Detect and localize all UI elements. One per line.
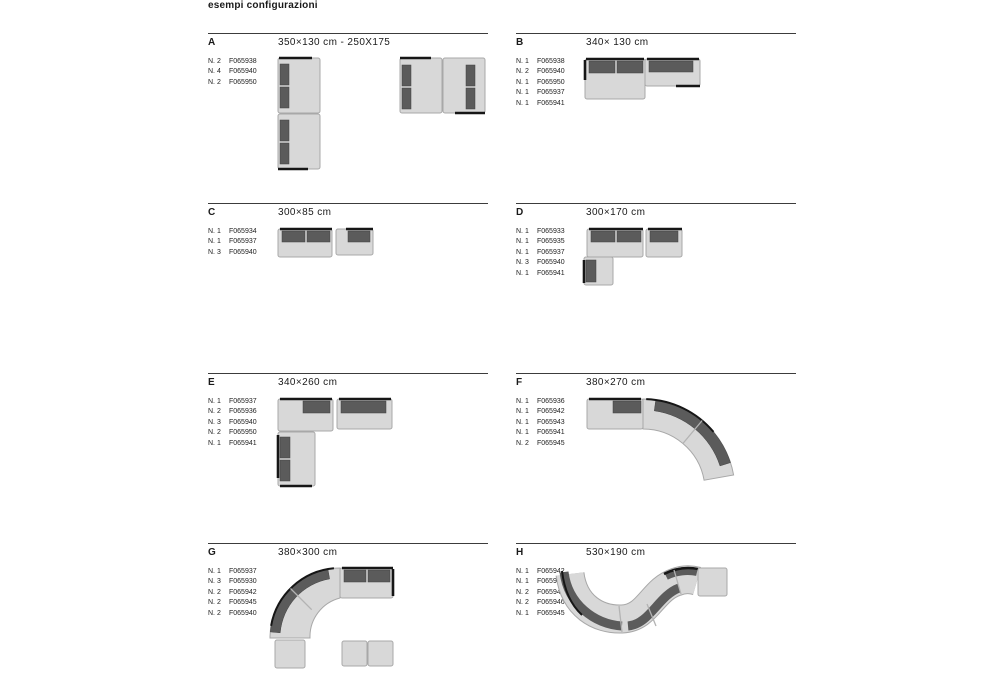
section-h-letter: H — [516, 547, 524, 558]
section-f-letter: F — [516, 377, 523, 388]
section-f-dimensions: 380×270 cm — [586, 377, 646, 388]
section-e-header — [208, 374, 488, 388]
part-code: F065940 — [229, 609, 257, 617]
sofa-configuration-b-diagram — [516, 56, 796, 174]
part-qty: N. 4 — [208, 68, 221, 76]
part-code: F065940 — [537, 259, 565, 267]
part-qty: N. 1 — [516, 578, 529, 586]
section-g-header — [208, 544, 488, 558]
part-qty: N. 3 — [208, 248, 221, 256]
part-code: F065935 — [537, 238, 565, 246]
part-code: F065946 — [537, 599, 565, 607]
config-section-a — [208, 33, 488, 200]
part-code: F065942 — [229, 588, 257, 596]
section-g-dimensions: 380×300 cm — [278, 547, 338, 558]
section-b-dimensions: 340× 130 cm — [586, 37, 649, 48]
config-section-h — [516, 543, 796, 700]
part-qty: N. 2 — [516, 68, 529, 76]
part-code: F065940 — [537, 68, 565, 76]
part-qty: N. 2 — [208, 408, 221, 416]
part-code: F065942 — [537, 568, 565, 575]
part-qty: N. 1 — [208, 568, 221, 575]
part-qty: N. 1 — [208, 398, 221, 405]
part-qty: N. 1 — [516, 418, 529, 426]
section-a-letter: A — [208, 37, 216, 48]
part-code: F065937 — [537, 89, 565, 97]
part-qty: N. 1 — [516, 609, 529, 617]
config-section-e — [208, 373, 488, 540]
part-code: F065950 — [229, 78, 257, 86]
part-code: F065930 — [229, 578, 257, 586]
sofa-configuration-c-diagram — [208, 226, 488, 294]
part-code: F065950 — [537, 78, 565, 86]
config-section-d — [516, 203, 796, 370]
part-qty: N. 2 — [516, 439, 529, 447]
part-qty: N. 3 — [208, 418, 221, 426]
section-b-header — [516, 34, 796, 48]
part-qty: N. 1 — [516, 58, 529, 65]
part-code: F065943 — [537, 588, 565, 596]
section-d-dimensions: 300×170 cm — [586, 207, 646, 218]
part-code: F065941 — [537, 269, 565, 277]
part-code: F065933 — [537, 228, 565, 235]
part-qty: N. 1 — [208, 238, 221, 246]
part-qty: N. 1 — [208, 439, 221, 447]
part-code: F065936 — [229, 408, 257, 416]
sofa-configuration-f-diagram — [516, 396, 796, 496]
sofa-configuration-d-diagram — [516, 226, 796, 294]
part-code: F065937 — [229, 568, 257, 575]
part-code: F065945 — [537, 439, 565, 447]
section-g-letter: G — [208, 547, 216, 558]
part-qty: N. 3 — [208, 578, 221, 586]
part-qty: N. 1 — [208, 228, 221, 235]
section-a-dimensions: 350×130 cm - 250X175 — [278, 37, 391, 48]
part-qty: N. 2 — [208, 588, 221, 596]
part-code: F065942 — [537, 408, 565, 416]
part-qty: N. 1 — [516, 248, 529, 256]
part-code: F065938 — [537, 58, 565, 65]
part-code: F065945 — [537, 609, 565, 617]
part-code: F065943 — [537, 418, 565, 426]
part-qty: N. 1 — [516, 269, 529, 277]
part-qty: N. 2 — [208, 609, 221, 617]
section-a-header — [208, 34, 488, 48]
part-code: F065937 — [229, 238, 257, 246]
sofa-configuration-a-diagram — [208, 56, 488, 174]
part-qty: N. 2 — [516, 588, 529, 596]
part-qty: N. 1 — [516, 238, 529, 246]
part-code: F065945 — [229, 599, 257, 607]
part-code: F065941 — [537, 429, 565, 437]
part-code: F065937 — [229, 398, 257, 405]
section-d-letter: D — [516, 207, 524, 218]
sofa-configuration-h-diagram — [516, 566, 796, 674]
page-title: esempi configurazioni — [208, 0, 318, 11]
part-code: F065941 — [229, 439, 257, 447]
part-qty: N. 2 — [208, 599, 221, 607]
section-c-letter: C — [208, 207, 216, 218]
part-qty: N. 1 — [516, 78, 529, 86]
part-qty: N. 3 — [516, 259, 529, 267]
section-b-letter: B — [516, 37, 524, 48]
part-code: F065940 — [229, 68, 257, 76]
part-code: F065940 — [229, 248, 257, 256]
part-qty: N. 2 — [208, 429, 221, 437]
section-e-letter: E — [208, 377, 215, 388]
part-code: F065936 — [537, 398, 565, 405]
part-qty: N. 2 — [516, 599, 529, 607]
sofa-configuration-e-diagram — [208, 396, 488, 496]
config-section-c — [208, 203, 488, 370]
part-qty: N. 1 — [516, 89, 529, 97]
part-qty: N. 1 — [516, 429, 529, 437]
part-qty: N. 1 — [516, 99, 529, 107]
part-qty: N. 1 — [516, 398, 529, 405]
part-code: F065930 — [537, 578, 565, 586]
part-code: F065937 — [537, 248, 565, 256]
section-d-header — [516, 204, 796, 218]
part-qty: N. 2 — [208, 78, 221, 86]
part-qty: N. 1 — [516, 408, 529, 416]
config-section-g — [208, 543, 488, 700]
part-code: F065941 — [537, 99, 565, 107]
part-qty: N. 1 — [516, 568, 529, 575]
config-section-b — [516, 33, 796, 200]
part-qty: N. 1 — [516, 228, 529, 235]
section-c-dimensions: 300×85 cm — [278, 207, 332, 218]
part-code: F065934 — [229, 228, 257, 235]
section-c-header — [208, 204, 488, 218]
config-section-f — [516, 373, 796, 540]
part-code: F065938 — [229, 58, 257, 65]
section-h-header — [516, 544, 796, 558]
part-qty: N. 2 — [208, 58, 221, 65]
part-code: F065940 — [229, 418, 257, 426]
sofa-configuration-g-diagram — [208, 566, 488, 674]
part-code: F065950 — [229, 429, 257, 437]
section-f-header — [516, 374, 796, 388]
section-h-dimensions: 530×190 cm — [586, 547, 646, 558]
section-e-dimensions: 340×260 cm — [278, 377, 338, 388]
